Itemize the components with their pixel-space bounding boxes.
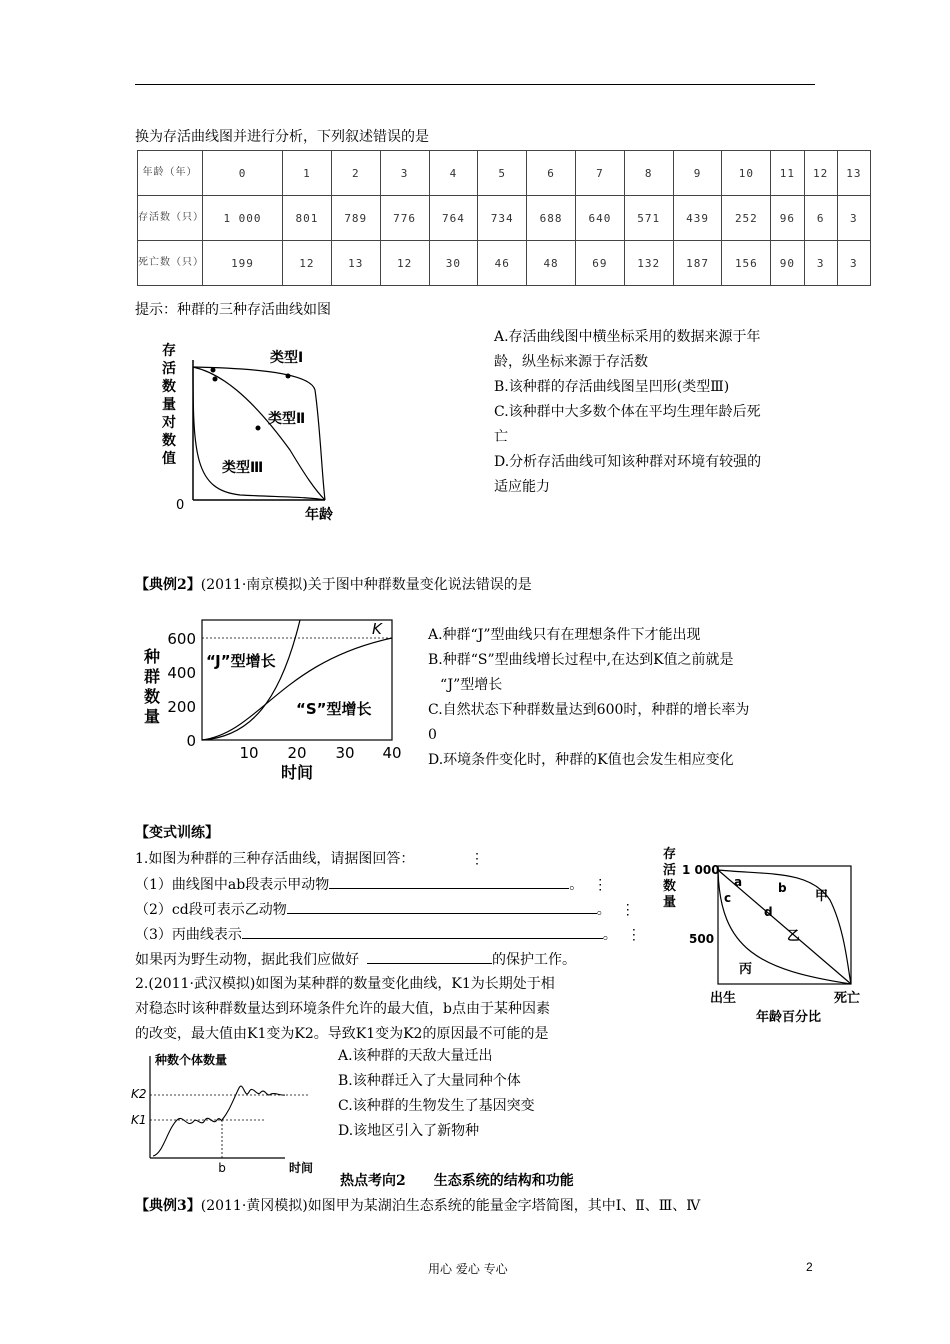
period: 。 (596, 902, 611, 918)
fig3-ylabel-char: 存 (663, 847, 677, 862)
deaths-cell: 12 (283, 241, 332, 286)
deaths-cell: 90 (771, 241, 804, 286)
deaths-cell: 3 (837, 241, 870, 286)
deaths-cell: 48 (527, 241, 576, 286)
fig3-yi: 乙 (787, 929, 801, 944)
table-row (138, 196, 871, 241)
q1-option-c1: C.该种群中大多数个体在平均生理年龄后死 (494, 404, 761, 420)
example2-text: (2011·南京模拟)关于图中种群数量变化说法错误的是 (200, 577, 532, 593)
margin-mark: ⋮ (626, 927, 641, 943)
fig3-ylabel-char: 量 (663, 895, 677, 910)
answer-blank-a[interactable] (329, 874, 569, 889)
q2-option-c1: C.自然状态下种群数量达到600时，种群的增长率为 (428, 702, 750, 718)
survival-curves-figure (150, 335, 350, 525)
fig2-xtick: 40 (382, 744, 402, 762)
q1-option-c2: 亡 (494, 429, 508, 445)
training-q2-line2: 对稳态时该种群数量达到环境条件允许的最大值，b点由于某种因素 (135, 1001, 550, 1017)
fig2-ytick: 0 (186, 732, 196, 750)
q3-option-c: C.该种群的生物发生了基因突变 (338, 1098, 535, 1114)
q1-option-d1: D.分析存活曲线可知该种群对环境有较强的 (494, 454, 762, 470)
fig1-ylabel-char: 数 (162, 433, 176, 449)
fig2-ytick: 400 (167, 664, 196, 682)
fig1-xlabel: 年龄 (305, 507, 333, 523)
deaths-cell: 46 (478, 241, 527, 286)
fig3-y500: 500 (689, 932, 715, 946)
fig1-type3-label: 类型Ⅲ (222, 460, 264, 476)
hint-text: 提示：种群的三种存活曲线如图 (135, 302, 331, 318)
fig2-k-label: K (372, 620, 382, 638)
q1-a-text: （1）曲线图中ab段表示甲动物 (135, 877, 330, 893)
fig4-b-label: b (218, 1161, 226, 1175)
fig2-ylabel-char: 量 (144, 707, 161, 726)
survivors-cell: 252 (722, 196, 771, 241)
age-cell: 4 (429, 151, 478, 196)
survivors-cell: 734 (478, 196, 527, 241)
answer-blank-d[interactable] (367, 949, 492, 964)
deaths-cell: 12 (380, 241, 429, 286)
age-cell: 2 (331, 151, 380, 196)
fig4-population-curve (153, 1086, 285, 1156)
age-cell: 6 (527, 151, 576, 196)
deaths-cell: 132 (624, 241, 673, 286)
table-header-age: 年龄（年） (138, 151, 203, 196)
fig4-k1: K1 (131, 1113, 147, 1127)
deaths-cell: 30 (429, 241, 478, 286)
fig1-dot (211, 368, 216, 373)
fig1-ylabel-char: 量 (162, 397, 176, 413)
fig2-xtick: 10 (239, 744, 259, 762)
survivors-cell: 640 (575, 196, 624, 241)
age-cell: 8 (624, 151, 673, 196)
curve-type2 (193, 367, 325, 500)
age-cell: 1 (283, 151, 332, 196)
fig3-x-end: 死亡 (834, 991, 861, 1006)
q1-c-text: （3）丙曲线表示 (135, 927, 242, 943)
fig3-ylabel-char: 活 (663, 863, 677, 878)
survivors-cell: 789 (331, 196, 380, 241)
survivors-cell: 801 (283, 196, 332, 241)
survivors-cell: 776 (380, 196, 429, 241)
example2-tag: 【典例2】 (135, 577, 201, 593)
header-rule (135, 84, 815, 85)
survivors-cell: 1 000 (203, 196, 283, 241)
example2-line (135, 575, 532, 595)
curve-type1 (193, 367, 325, 500)
example3-tag: 【典例3】 (135, 1198, 201, 1214)
survivors-cell: 3 (837, 196, 870, 241)
age-cell: 13 (837, 151, 870, 196)
fig2-ylabel-char: 群 (144, 667, 161, 686)
age-cell: 0 (203, 151, 283, 196)
table-row (138, 151, 871, 196)
q1-option-a1: A.存活曲线图中横坐标采用的数据来源于年 (494, 329, 761, 345)
fig2-s-label: “S”型增长 (296, 700, 372, 718)
deaths-cell: 187 (673, 241, 722, 286)
q1-option-a2: 龄，纵坐标来源于存活数 (494, 354, 648, 370)
fig1-ylabel-char: 对 (162, 415, 176, 431)
fig1-dot (213, 377, 218, 382)
q1-option-d2: 适应能力 (494, 479, 550, 495)
fig3-ylabel-char: 数 (663, 879, 677, 894)
survivors-cell: 439 (673, 196, 722, 241)
q1-d-pre: 如果丙为野生动物，据此我们应做好 (135, 952, 359, 968)
q2-option-c2: 0 (428, 727, 437, 743)
q1-b-text: （2）cd段可表示乙动物 (135, 902, 287, 918)
fig3-y1000: 1 000 (682, 863, 720, 877)
fig2-j-label: “J”型增长 (206, 652, 276, 670)
training-q2-line1: 2.(2011·武汉模拟)如图为某种群的数量变化曲线，K1为长期处于相 (135, 976, 555, 992)
margin-mark: ⋮ (470, 851, 484, 867)
fig4-xlabel: 时间 (289, 1161, 314, 1175)
k-value-change-figure (125, 1050, 325, 1185)
age-cell: 10 (722, 151, 771, 196)
answer-blank-c[interactable] (242, 924, 603, 939)
fig4-ylabel: 种数个体数量 (155, 1053, 228, 1067)
fig2-ytick: 600 (167, 630, 196, 648)
survivors-cell: 571 (624, 196, 673, 241)
age-cell: 9 (673, 151, 722, 196)
training-q1-c (135, 924, 641, 945)
growth-curves-figure (140, 612, 405, 787)
fig3-d: d (764, 905, 773, 919)
fig3-jia: 甲 (815, 889, 829, 904)
age-cell: 7 (575, 151, 624, 196)
hotspot-heading: 热点考向2 生态系统的结构和功能 (340, 1173, 574, 1189)
training-q1-b (135, 899, 635, 920)
page-number: 2 (806, 1260, 813, 1274)
training-q1: 1.如图为种群的三种存活曲线，请据图回答： (135, 851, 415, 867)
fig1-ylabel-char: 活 (162, 361, 176, 377)
fig3-x-start: 出生 (710, 991, 737, 1006)
example3-text: (2011·黄冈模拟)如图甲为某湖泊生态系统的能量金字塔简图，其中Ⅰ、Ⅱ、Ⅲ、Ⅳ (200, 1198, 701, 1214)
three-animal-survival-figure (660, 840, 875, 1030)
fig3-bing: 丙 (739, 962, 753, 977)
fig1-type2-label: 类型Ⅱ (268, 411, 306, 427)
q2-option-b1: B.种群“S”型曲线增长过程中,在达到K值之前就是 (428, 652, 734, 668)
fig3-a: a (734, 875, 743, 889)
q2-option-b2: “J”型增长 (440, 677, 503, 693)
q3-option-d: D.该地区引入了新物种 (338, 1123, 480, 1139)
fig3-b: b (778, 881, 787, 895)
deaths-cell: 156 (722, 241, 771, 286)
survivors-cell: 688 (527, 196, 576, 241)
fig2-xtick: 30 (335, 744, 355, 762)
fig4-k2: K2 (131, 1087, 147, 1101)
margin-mark: ⋮ (620, 902, 635, 918)
fig2-ylabel-char: 数 (144, 687, 161, 706)
table-row (138, 241, 871, 286)
margin-mark: ⋮ (593, 877, 608, 893)
fig1-origin: 0 (176, 498, 185, 513)
fig1-dot (286, 374, 291, 379)
period: 。 (569, 877, 584, 893)
table-header-deaths: 死亡数（只） (138, 241, 203, 286)
footer-center: 用心 爱心 专心 (428, 1262, 508, 1276)
curve-type3 (193, 367, 325, 500)
survivors-cell: 6 (804, 196, 837, 241)
q1-d-post: 的保护工作。 (492, 952, 576, 968)
deaths-cell: 199 (203, 241, 283, 286)
fig2-ylabel-char: 种 (144, 647, 161, 666)
training-title: 【变式训练】 (135, 825, 219, 841)
survival-table (137, 150, 871, 286)
q3-option-b: B.该种群迁入了大量同种个体 (338, 1073, 521, 1089)
example3-line (135, 1196, 700, 1216)
survivors-cell: 96 (771, 196, 804, 241)
training-q1-a (135, 874, 607, 895)
q3-option-a: A.该种群的天敌大量迁出 (338, 1048, 493, 1064)
intro-text: 换为存活曲线图并进行分析，下列叙述错误的是 (135, 129, 429, 145)
survivors-cell: 764 (429, 196, 478, 241)
training-q2-line3: 的改变，最大值由K1变为K2。导致K1变为K2的原因最不可能的是 (135, 1026, 549, 1042)
fig1-dot (256, 426, 261, 431)
fig2-xlabel: 时间 (280, 763, 314, 782)
age-cell: 3 (380, 151, 429, 196)
table-header-survivors: 存活数（只） (138, 196, 203, 241)
fig1-ylabel-char: 数 (162, 379, 176, 395)
fig1-type1-label: 类型Ⅰ (270, 350, 304, 366)
training-q1-d (135, 949, 576, 970)
deaths-cell: 3 (804, 241, 837, 286)
age-cell: 12 (804, 151, 837, 196)
fig1-ylabel-char: 存 (162, 343, 176, 359)
fig3-c: c (724, 891, 732, 905)
fig3-xlabel: 年龄百分比 (756, 1010, 822, 1025)
answer-blank-b[interactable] (287, 899, 597, 914)
fig2-xtick: 20 (287, 744, 307, 762)
q1-option-b: B.该种群的存活曲线图呈凹形(类型Ⅲ) (494, 379, 730, 395)
deaths-cell: 13 (331, 241, 380, 286)
fig1-ylabel-char: 值 (162, 451, 176, 467)
period: 。 (602, 927, 617, 943)
age-cell: 11 (771, 151, 804, 196)
q2-option-a: A.种群“J”型曲线只有在理想条件下才能出现 (428, 627, 701, 643)
q2-option-d: D.环境条件变化时，种群的K值也会发生相应变化 (428, 752, 734, 768)
fig2-ytick: 200 (167, 698, 196, 716)
age-cell: 5 (478, 151, 527, 196)
deaths-cell: 69 (575, 241, 624, 286)
